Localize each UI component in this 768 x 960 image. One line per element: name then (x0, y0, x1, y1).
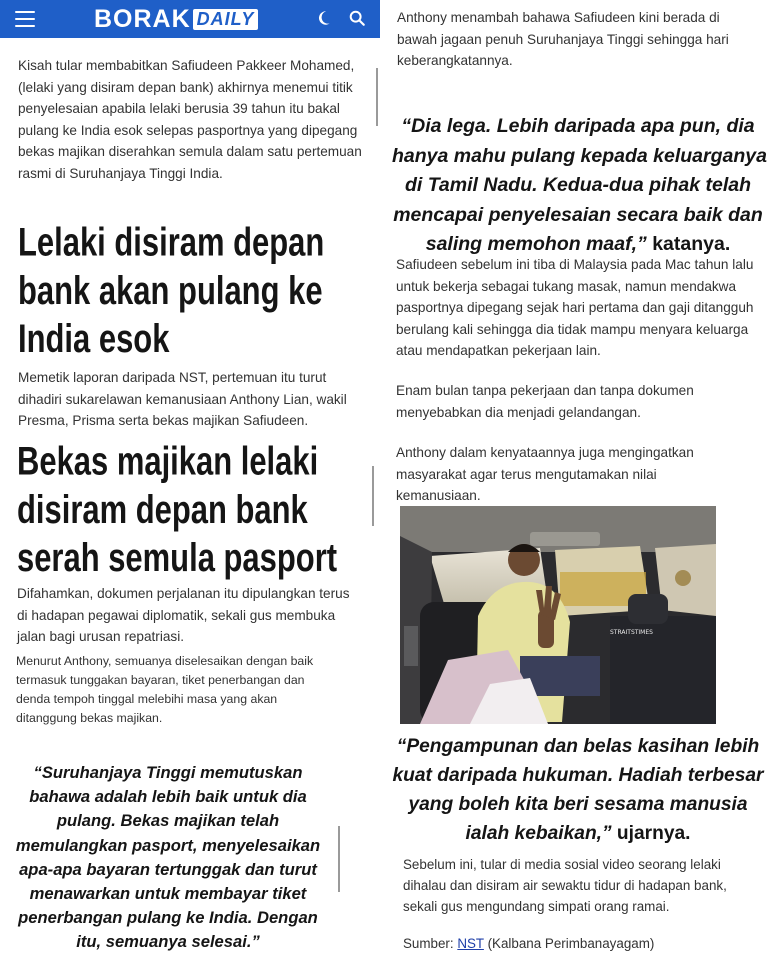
source-link[interactable]: NST (457, 936, 484, 951)
photo-illustration (400, 506, 716, 724)
scrollbar[interactable] (372, 466, 374, 526)
headline-1-line: India esok (18, 315, 170, 361)
scrollbar[interactable] (338, 826, 340, 892)
paragraph-humanity: Anthony dalam kenyataannya juga mengingatkan masyarakat agar terus mengutamakan nilai kemanusiaan. (396, 445, 694, 503)
left-article-panel (0, 0, 380, 960)
quote-line: yang boleh kita beri sesama manusia (408, 794, 748, 815)
quote-line: penerbangan pulang ke India. Dengan (18, 908, 318, 928)
site-logo[interactable] (94, 4, 258, 34)
article-photo (400, 506, 716, 724)
quote-attribution: ujarnya. (611, 823, 691, 844)
site-header (0, 0, 380, 38)
paragraph-custody: Anthony menambah bahawa Safiudeen kini berada di bawah jagaan penuh Suruhanjaya Tinggi sehingga hari keberangkatannya. (397, 10, 729, 68)
source-credit: (Kalbana Perimbanayagam) (483, 936, 655, 951)
quote-line: memulangkan pasport, menyelesaikan (15, 835, 321, 855)
quote-line: pulang. Bekas majikan telah (56, 811, 280, 831)
logo-main: BORAK (94, 4, 191, 33)
menu-icon[interactable] (15, 11, 35, 27)
quote-line: hanya mahu pulang kepada keluarganya (392, 144, 767, 167)
headline-2 (17, 437, 337, 582)
paragraph-homeless: Enam bulan tanpa pekerjaan dan tanpa dokumen menyebabkan dia menjadi gelandangan. (396, 383, 694, 420)
quote-forgiveness (392, 732, 764, 848)
quote-text: saling memohon maaf,” (425, 233, 647, 255)
paragraph-viral: Sebelum ini, tular di media sosial video seorang lelaki dihalau dan disiram air sewaktu tidur di hadapan bank, sekali gus mengundang simpati orang ramai. (403, 857, 727, 914)
moon-icon[interactable] (314, 9, 332, 27)
quote-high-commission (8, 761, 328, 955)
quote-attribution: katanya. (646, 233, 731, 255)
headline-2-line: serah semula pasport (17, 534, 338, 580)
paragraph-settlement: Menurut Anthony, semuanya diselesaikan dengan baik termasuk tunggakan bayaran, tiket penerbangan dan denda tempoh tinggal melebihi masa yang akan ditanggung bekas majikan. (16, 654, 314, 725)
paragraph-passport: Difahamkan, dokumen perjalanan itu dipulangkan terus di hadapan pegawai diplomatik, sekali gus membuka jalan bagi urusan repatriasi. (17, 586, 350, 644)
headline-1-line: Lelaki disiram depan (18, 219, 325, 265)
paragraph-nst: Memetik laporan daripada NST, pertemuan itu turut dihadiri sukarelawan kemanusiaan Anthony Lian, wakil Presma, Prisma serta bekas majikan Safiudeen. (18, 370, 347, 428)
logo-sub: DAILY (193, 9, 259, 30)
source-line (403, 934, 753, 954)
photo-watermark: STRAITSTIMES (610, 629, 653, 636)
intro-paragraph: Kisah tular membabitkan Safiudeen Pakkeer Mohamed, (lelaki yang disiram depan bank) akhirnya menemui titik penyelesaian apabila lelaki berusia 39 tahun itu bakal pulang ke India esok selepas pasportnya yang dipegang bekas majikan diserahkan semula dalam satu pertemuan rasmi di Suruhanjaya Tinggi India. (18, 58, 362, 181)
quote-line: “Dia lega. Lebih daripada apa pun, dia (401, 115, 755, 137)
headline-2-line: disiram depan bank (17, 486, 308, 532)
quote-line: apa-apa bayaran tertunggak dan turut (19, 859, 317, 879)
quote-line: “Suruhanjaya Tinggi memutuskan (33, 763, 303, 782)
quote-line: di Tamil Nadu. Kedua-dua pihak telah (405, 174, 751, 196)
quote-relief (392, 112, 767, 260)
source-label: Sumber: (403, 936, 458, 951)
quote-line: itu, semuanya selesai.” (76, 932, 260, 952)
scrollbar[interactable] (376, 68, 378, 126)
headline-1-line: bank akan pulang ke (18, 267, 323, 313)
paragraph-background: Safiudeen sebelum ini tiba di Malaysia pada Mac tahun lalu untuk bekerja sebagai tukang masak, namun mendakwa pasportnya dipegang sejak hari pertama dan gaji ditangguh berulang kali sehingga dia tidak mampu menyara keluarga atau mendapatkan pekerjaan lain. (396, 257, 754, 358)
headline-1 (18, 218, 324, 363)
quote-line: mencapai penyelesaian secara baik dan (393, 203, 763, 226)
quote-line: menawarkan untuk membayar tiket (29, 884, 307, 904)
quote-line: kuat daripada hukuman. Hadiah terbesar (392, 765, 764, 786)
quote-text: ialah kebaikan,” (465, 823, 612, 844)
quote-line: bahawa adalah lebih baik untuk dia (29, 787, 307, 807)
quote-line-last (392, 819, 764, 848)
search-icon[interactable] (348, 9, 366, 27)
quote-line: “Pengampunan dan belas kasihan lebih (396, 736, 760, 757)
headline-2-line: Bekas majikan lelaki (17, 438, 319, 484)
